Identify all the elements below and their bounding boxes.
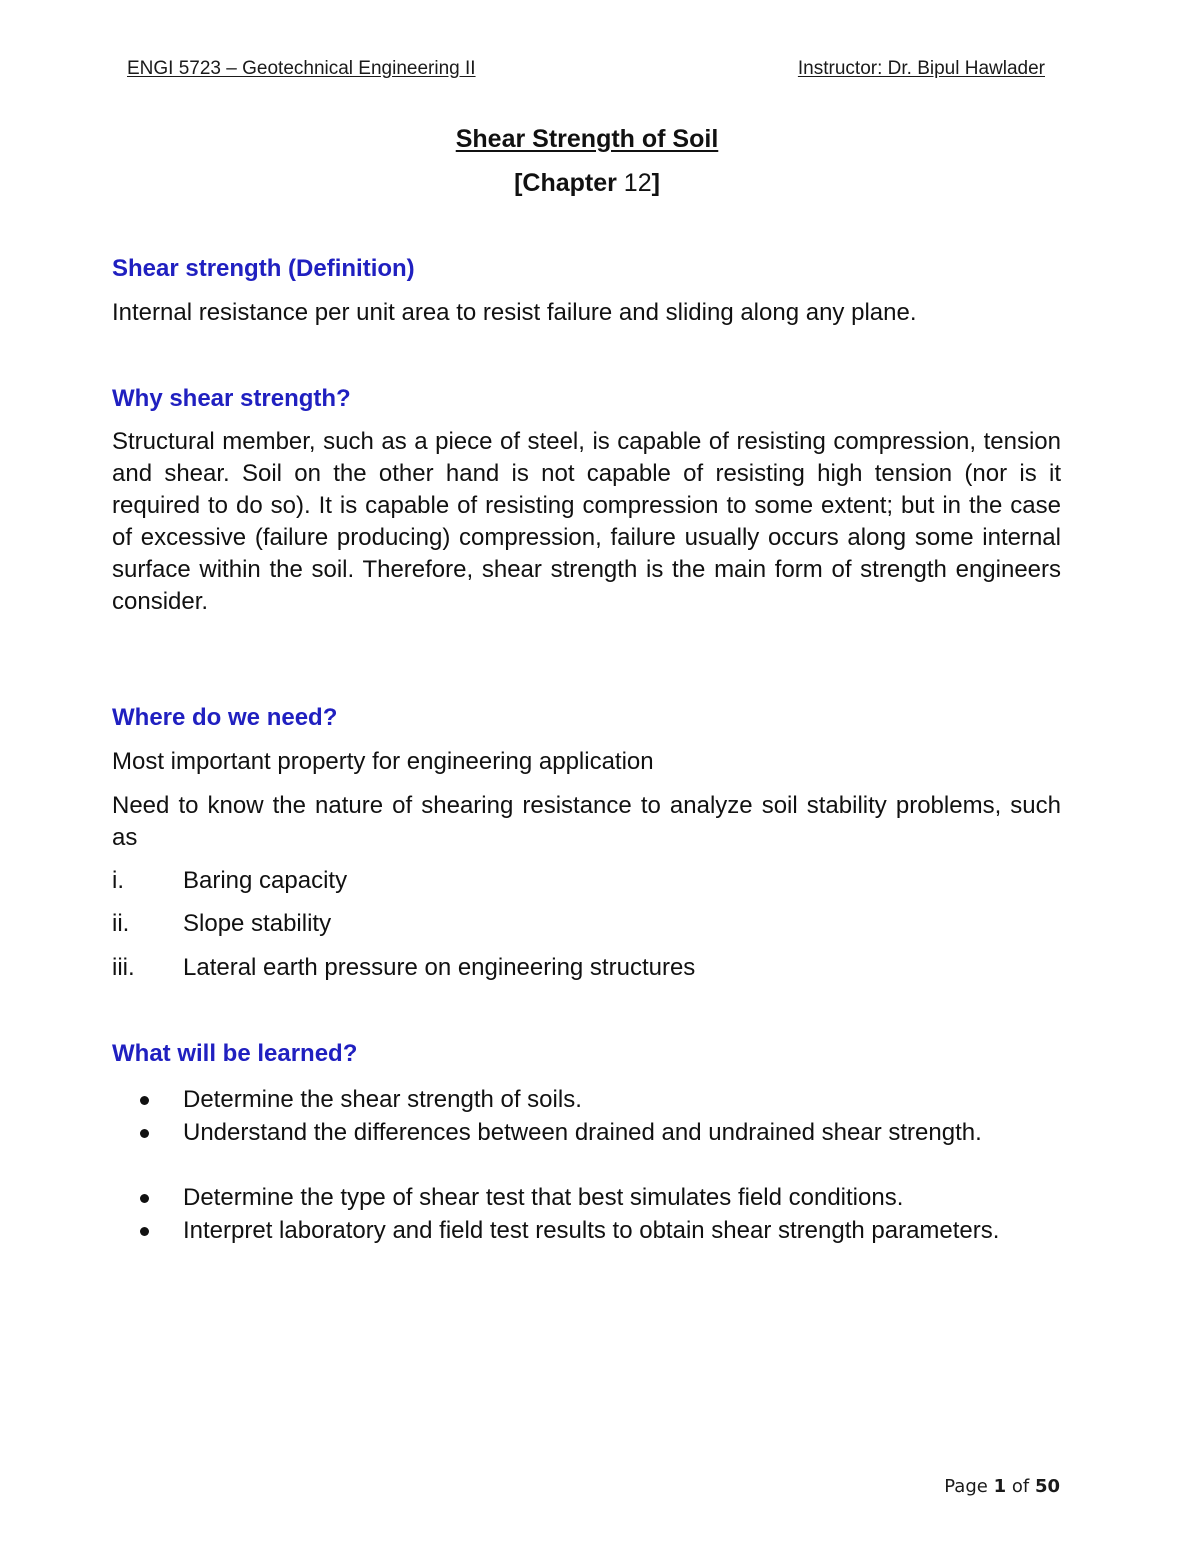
list-item-text: Slope stability [183,910,332,937]
chapter-close: ] [651,169,660,197]
definition-heading: Shear strength (Definition) [112,255,415,282]
page-word: Page [944,1476,988,1497]
document-title: Shear Strength of Soil [455,125,719,153]
page-number [944,1476,1060,1497]
where-text-importance: Most important property for engineering application [112,748,654,775]
list-marker: iii. [112,954,135,981]
current-page: 1 [993,1476,1007,1497]
page-header [127,58,1045,84]
list-item-text: Lateral earth pressure on engineering structures [183,954,696,981]
list-marker: ii. [112,910,130,937]
bullet-text: Understand the differences between drained and undrained shear strength. [183,1119,982,1146]
bullet-icon [140,1194,149,1203]
where-heading: Where do we need? [112,704,338,731]
bullet-icon [140,1129,149,1138]
why-heading: Why shear strength? [112,385,351,412]
total-pages: 50 [1034,1476,1060,1497]
learned-heading: What will be learned? [112,1040,358,1067]
bullet-text: Interpret laboratory and field test results to obtain shear strength parameters. [183,1217,1000,1244]
course-title: ENGI 5723 – Geotechnical Engineering II [127,58,476,79]
bullet-icon [140,1227,149,1236]
list-marker: i. [112,867,124,894]
instructor-name: Instructor: Dr. Bipul Hawlader [797,58,1045,79]
of-word: of [1011,1476,1030,1497]
chapter-open: [Chapter [514,169,624,197]
why-paragraph: Structural member, such as a piece of steel, is capable of resisting compression, tension and shear. Soil on the other hand is not capable of resisting high tension (nor is it required to do so). It is capable of resisting compression to some extent; but in the case of excessive (failure producing) compression, failure usually occurs along some internal surface within the soil. Therefore, shear strength is the main form of strength engineers consider. [112,428,1061,615]
where-text-stability: Need to know the nature of shearing resistance to analyze soil stability problems, such as [112,792,1061,851]
chapter-label [0,169,1174,198]
bullet-text: Determine the shear strength of soils. [183,1086,582,1113]
list-item-text: Baring capacity [183,867,348,894]
chapter-number: 12 [623,169,652,197]
bullet-text: Determine the type of shear test that best simulates field conditions. [183,1184,904,1211]
definition-text: Internal resistance per unit area to resist failure and sliding along any plane. [112,299,917,326]
bullet-icon [140,1096,149,1105]
